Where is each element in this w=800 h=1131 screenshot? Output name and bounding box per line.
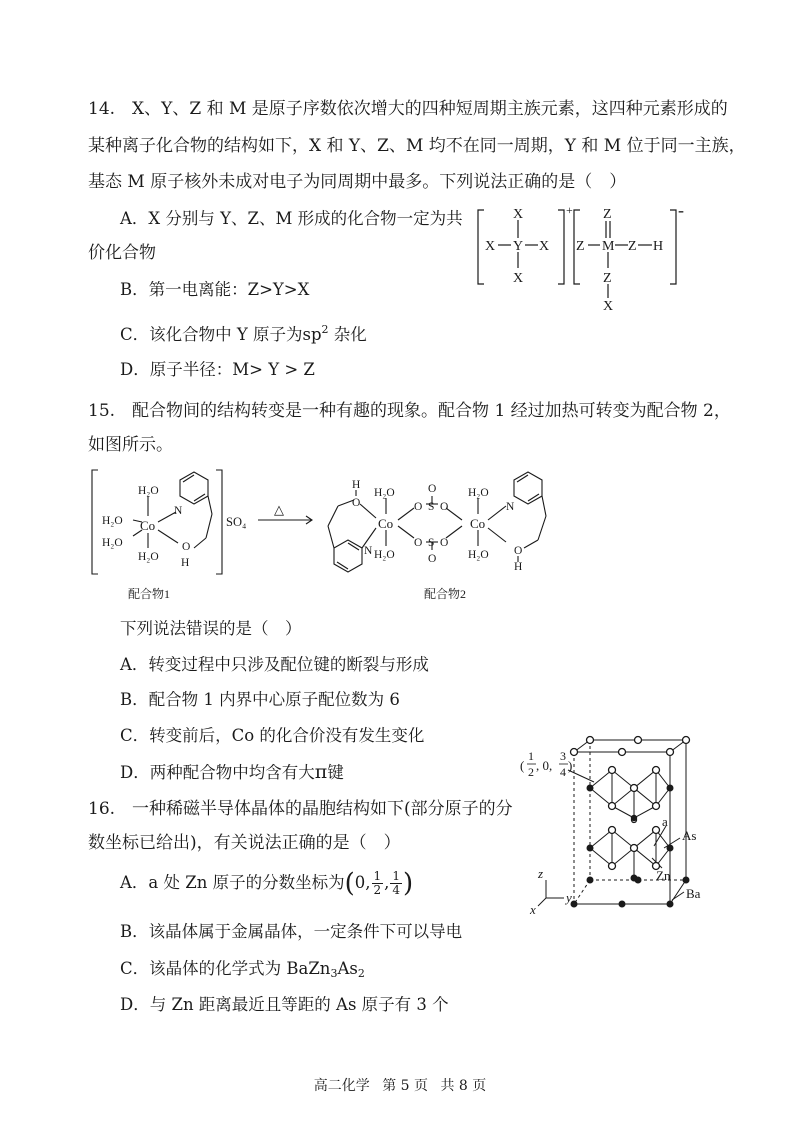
q15-c2-o-bottom: O (428, 553, 437, 565)
q14-fig-minus: - (678, 202, 684, 220)
q16-fig-coord-d2: 4 (560, 765, 566, 779)
q15-c2-n-right: N (506, 501, 515, 513)
q16-fig-coord-d1: 2 (528, 765, 534, 779)
q15-option-d: D．两种配合物中均含有大π键 (120, 761, 344, 783)
q15-c1-h2o-left2: H₂O (102, 537, 123, 549)
q15-c2-o-tl: O (414, 501, 423, 513)
q15-c2-n-left: N (364, 545, 373, 557)
q15-c1-n: N (174, 505, 183, 517)
q16-fig-axis-z: z (538, 866, 544, 881)
q16-option-d: D．与 Zn 距离最近且等距的 As 原子有 3 个 (120, 995, 449, 1014)
q14-ion-structure-figure (470, 202, 700, 317)
q16-fig-axis-x: x (530, 902, 536, 917)
q15-ask: 下列说法错误的是（ ） (120, 619, 302, 638)
q15-option-b: B．配合物 1 内界中心原子配位数为 6 (120, 690, 400, 709)
q15-c2-o-top: O (428, 483, 437, 495)
q15-c2-o-right: O (514, 545, 523, 557)
q14-option-c: C．该化合物中 Y 原子为$sp^2$ 杂化 (120, 323, 367, 344)
q14-option-b: B．第一电离能：Z>Y>X (120, 280, 310, 299)
q15-c2-s-top: S (428, 501, 435, 513)
q16-fig-coord-n1: 1 (528, 749, 534, 763)
q15-c1-h2o-left1: H₂O (102, 515, 123, 527)
q15-c2-co-left: Co (378, 516, 394, 531)
q15-c2-o-bl: O (414, 537, 423, 549)
q15-c2-o-tr: O (440, 501, 449, 513)
q16-fig-label-zn: Zn (656, 868, 671, 883)
q16-fig-coord-close: ) (568, 758, 573, 773)
q15-c1-h2o-top: H₂O (138, 485, 159, 497)
q15-stem-line2: 如图所示。 (88, 435, 173, 455)
q14-fig-z-left: Z (576, 239, 585, 254)
q16-fig-axis-y: y (566, 890, 572, 905)
q15-label-complex1: 配合物1 (128, 587, 171, 601)
q14-fig-plus: + (566, 203, 573, 217)
q14-option-a-line1: A．X 分别与 Y、Z、M 形成的化合物一定为共 (120, 209, 463, 228)
footer-total: 共 8 页 (440, 1078, 487, 1094)
q15-c2-o-br: O (440, 537, 449, 549)
q16-fig-label-as: As (682, 828, 697, 843)
q15-c2-h-top: H (352, 479, 361, 491)
q15-c1-co: Co (140, 518, 156, 533)
q15-c2-s-bottom: S (428, 537, 435, 549)
q15-c2-o-left: O (352, 497, 361, 509)
q14-fig-x-left: X (485, 239, 496, 254)
q16-fig-label-a: a (662, 814, 668, 829)
q15-c1-h: H (181, 557, 190, 569)
q14-fig-y: Y (513, 239, 524, 254)
q15-stem-line1: 15. 配合物间的结构转变是一种有趣的现象。配合物 1 经过加热可转变为配合物 2， (88, 401, 731, 421)
q14-fig-x-right: X (539, 239, 550, 254)
q15-c2-h2o-bottom-right: H₂O (468, 549, 489, 561)
q16-fig-coord-open: ( (520, 758, 525, 773)
q14-fig-x-anion: X (603, 299, 614, 314)
q16-fig-coord-mid: , 0, (536, 758, 553, 773)
page-footer (0, 1075, 800, 1095)
footer-page: 第 5 页 (382, 1078, 428, 1094)
q15-heat-delta: △ (274, 502, 284, 517)
q16-fig-coord-n2: 3 (560, 749, 566, 763)
footer-subject: 高二化学 (313, 1078, 370, 1094)
q15-c2-h2o-bottom-left: H₂O (374, 549, 395, 561)
q16-stem-line2: 数坐标已给出)，有关说法正确的是（ ） (88, 833, 401, 853)
q14-fig-x-bottom: X (513, 271, 524, 286)
q15-option-c: C．转变前后，Co 的化合价没有发生变化 (120, 726, 425, 745)
q15-c2-h2o-top-left: H₂O (374, 487, 395, 499)
q16-unit-cell-figure (516, 730, 716, 920)
q16-fig-label-ba: Ba (686, 886, 701, 901)
q15-c2-h-bottom: H (514, 561, 523, 573)
q15-c1-o: O (182, 541, 191, 553)
q15-label-complex2: 配合物2 (424, 587, 467, 601)
q16-stem-line1: 16. 一种稀磁半导体晶体的晶胞结构如下(部分原子的分 (88, 799, 513, 819)
q16-option-c: C．该晶体的化学式为 $BaZn_3As_2$ (120, 959, 365, 980)
q15-c1-h2o-bottom: H₂O (138, 551, 159, 563)
q14-fig-z-right: Z (628, 239, 637, 254)
q14-fig-h: H (653, 239, 664, 254)
q14-option-a-line2: 价化合物 (88, 243, 156, 263)
q14-fig-x-top: X (513, 207, 524, 222)
q16-option-b: B．该晶体属于金属晶体，一定条件下可以导电 (120, 922, 463, 941)
q15-c2-co-right: Co (470, 516, 486, 531)
q14-option-d: D．原子半径：M> Y > Z (120, 360, 315, 379)
q15-c1-so4: SO₄ (226, 515, 247, 529)
q14-stem-line1: 14. X、Y、Z 和 M 是原子序数依次增大的四种短周期主族元素，这四种元素形成的 (88, 99, 728, 119)
q16-option-a: A．a 处 Zn 原子的分数坐标为(0, $\frac{1}{2}$ , $\frac{1}{4}$ ) (120, 868, 414, 899)
q14-fig-z-bottom: Z (603, 271, 612, 286)
q14-fig-z-top: Z (603, 207, 612, 222)
q14-fig-m: M (602, 239, 615, 254)
q15-c2-h2o-top-right: H₂O (468, 487, 489, 499)
q14-stem-line2: 某种离子化合物的结构如下，X 和 Y、Z、M 均不在同一周期，Y 和 M 位于同一主族， (88, 136, 746, 156)
q15-complex-transformation-figure (88, 466, 568, 606)
q14-stem-line3: 基态 M 原子核外未成对电子为同周期中最多。下列说法正确的是（ ） (88, 172, 627, 192)
q15-option-a: A．转变过程中只涉及配位键的断裂与形成 (120, 655, 429, 674)
